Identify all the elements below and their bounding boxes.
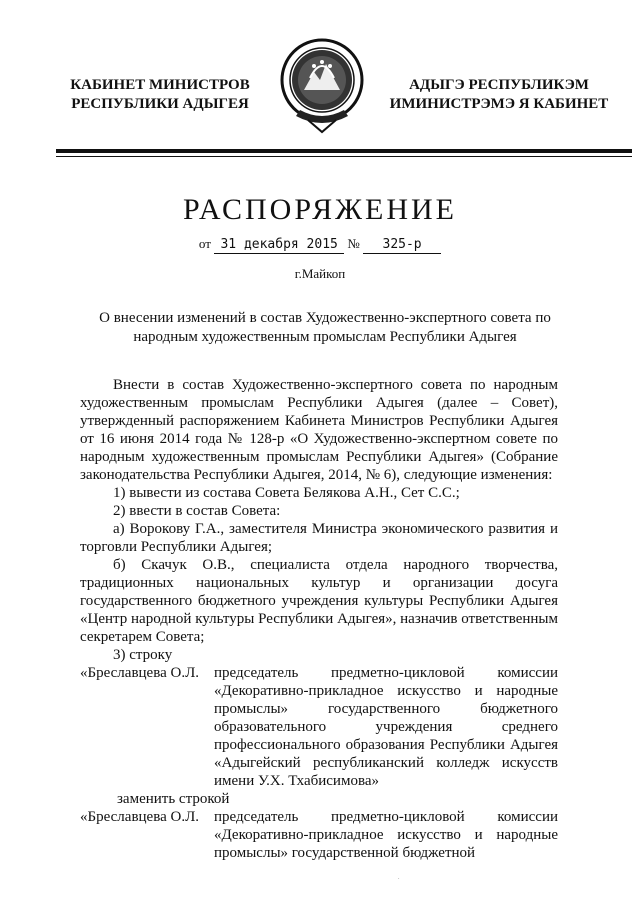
header-rule-thick	[56, 149, 632, 153]
issuer-russian-line1: КАБИНЕТ МИНИСТРОВ	[70, 77, 250, 93]
intro-paragraph: Внести в состав Художественно-экспертного совета по народным художественным промыслам Республики Адыгея (далее – Совет), утвержденный распоряжением Кабинета Министров Республики Адыгея от 16 июня 2014 года № 128-р «О Художественно-экспертном совете по народным художественным промыслам Республики Адыгея» (Собрание законодательства Республики Адыгея, 2014, № 6), следующие изменения:	[80, 377, 558, 483]
document-subject: О внесении изменений в состав Художественно-экспертного совета по народным художественным промыслам Республики Адыгея	[99, 310, 551, 345]
item-1: 1) вывести из состава Совета Белякова А.Н., Сет С.С.;	[113, 485, 460, 501]
number-prefix: №	[347, 236, 360, 251]
document-title: РАСПОРЯЖЕНИЕ	[182, 193, 458, 226]
new-member-line	[80, 808, 558, 862]
new-member-name: «Бреславцева О.Л.	[80, 809, 200, 825]
scan-mark: .	[398, 875, 400, 881]
item-2b: б) Скачук О.В., специалиста отдела народного творчества, традиционных национальных культур и организации досуга государственного бюджетного учреждения культуры Республики Адыгея «Центр народной культуры Республики Адыгея», назначив ответственным секретарем Совета;	[80, 557, 558, 645]
old-member-name: «Бреславцева О.Л.	[80, 665, 200, 681]
coat-of-arms-icon	[274, 34, 370, 136]
issuer-adyghe	[384, 76, 614, 114]
issuer-russian-line2: РЕСПУБЛИКИ АДЫГЕЯ	[71, 96, 249, 112]
old-member-line	[80, 664, 558, 790]
issuer-russian	[60, 76, 260, 114]
document-number: 325-р	[363, 237, 441, 254]
replace-phrase: заменить строкой	[117, 791, 230, 807]
item-2: 2) ввести в состав Совета:	[113, 503, 281, 519]
header-rule-thin	[56, 156, 632, 157]
date-number-line	[0, 236, 640, 254]
old-member-description: председатель предметно-цикловой комиссии «Декоративно-прикладное искусство и народные промыслы» государственного бюджетного образовательного учреждения среднего профессионального образования Республики Адыгея «Адыгейский республиканский колледж искусств имени У.Х. Тхабисимова»	[214, 665, 558, 789]
date-prefix: от	[198, 236, 211, 251]
item-3: 3) строку	[113, 647, 173, 663]
document-city: г.Майкоп	[294, 266, 346, 281]
item-2a: а) Ворокову Г.А., заместителя Министра экономического развития и торговли Республики Адыгея;	[80, 521, 558, 555]
issuer-adyghe-line1: АДЫГЭ РЕСПУБЛИКЭМ	[409, 77, 589, 93]
document-body	[80, 376, 558, 862]
issuer-adyghe-line2: ИМИНИСТРЭМЭ Я КАБИНЕТ	[389, 96, 609, 112]
document-date: 31 декабря 2015	[214, 237, 344, 254]
new-member-description: председатель предметно-цикловой комиссии «Декоративно-прикладное искусство и народные промыслы» государственной бюджетной	[214, 809, 558, 861]
